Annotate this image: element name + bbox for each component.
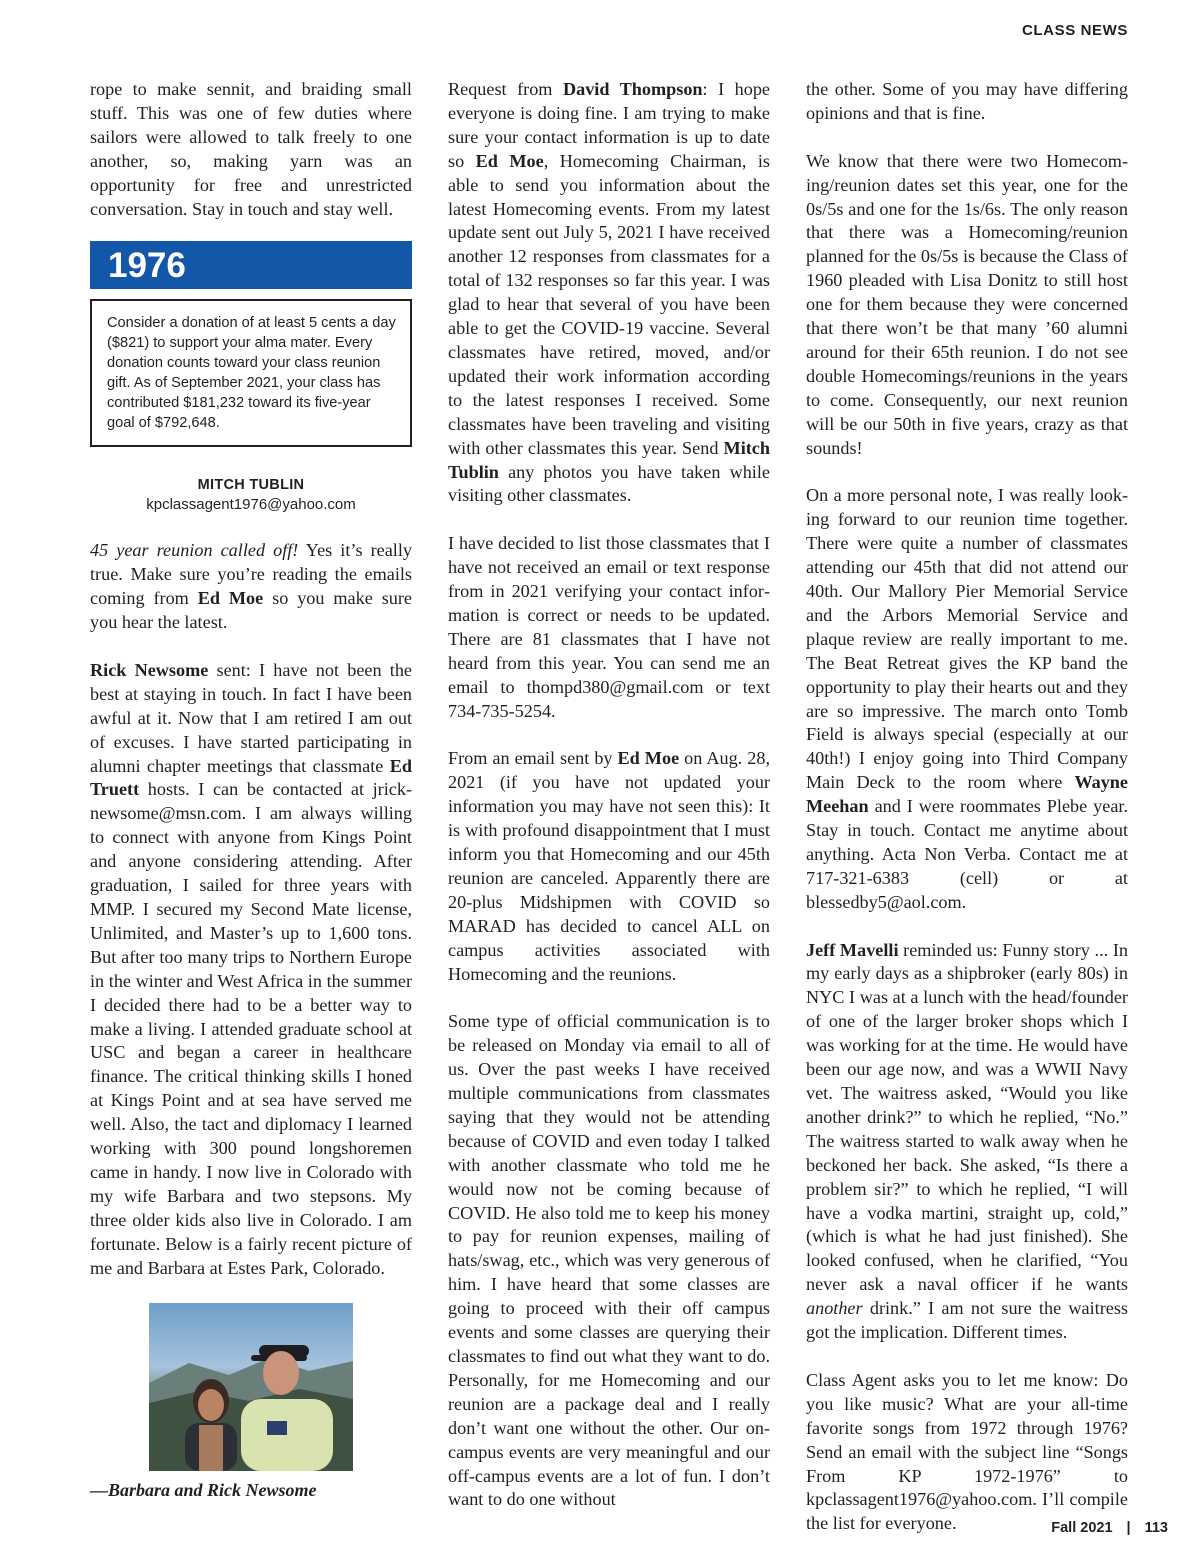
homecoming-dates-paragraph: We know that there were two Homecoming/reunion dates set this year, one for the 0s/5s and one for the 1s/6s. The only reason that there was a Homecoming/reunion planned for the 0s/5s is because the Class of 1960 pleaded with Lisa Donitz to still host one for them because they were concerned that there won’t be that many ’60 alumni around for their 65th reunion. I do not see double Homecomings/reunions in the years to come. Consequently, our next reunion will be our 50th in five years, crazy as that sounds! — [806, 150, 1128, 458]
section-header: CLASS NEWS — [1021, 22, 1128, 39]
text-span: and I were roommates Plebe year. Stay in touch. Contact me anytime about anything. Acta Non Verba. Contact me at 717-321-6383 (cell) or at blessedby5@aol.com. — [806, 796, 1128, 912]
intro-paragraph — [90, 539, 412, 635]
agent-email: kpclassagent1976@yahoo.com — [146, 496, 356, 514]
text-span: From an email sent by — [448, 748, 618, 769]
text-span: Request from — [448, 79, 563, 99]
column-3 — [806, 78, 1128, 1536]
text-span: on Aug. 28, 2021 (if you have not updated your information you may have not seen this): It is with profound disappointment that I must inform you that Homecoming and our 45th reunion are canceled. Apparently there are 20-plus Midshipmen with COVID so MARAD has decided to cancel ALL on campus activities associated with Homecoming and the reunions. — [448, 748, 770, 984]
text-span: , Homecoming Chairman, is able to send you information about the latest Homecoming events. From my latest update sent out July 5, 2021 I have received another 12 responses from classmates for a total of 132 responses so far this year. I was glad to hear that several of you have been able to get the COVID-19 vaccine. Several classmates have retired, moved, and/or updated their work information according to the latest responses I received. Some classmates have been traveling and visiting with other classmates this year. Send — [448, 150, 771, 458]
rick-name: Rick Newsome — [90, 659, 209, 680]
rick-text-2: hosts. I can be contacted at jricknewsome@msn.com. I am always willing to connect with anyone from Kings Point and anyone considering attending. After graduation, I sailed for three years with MMP. I secured my Second Mate license, Unlimited, and Master’s up to 1,600 tons. But after too many trips to Northern Europe in the winter and West Africa in the summer I decided there had to be a better way to make a living. I attended graduate school at USC and began a career in healthcare finance. The critical thinking skills I honed at Kings Point and at sea have served me well. Also, the tact and diplomacy I learned working with 300 pound longshoremen came in handy. I now live in Colorado with my wife Barbara and two stepsons. My three older kids also live in Colorado. I am fortunate. Below is a fairly recent picture of me and Barbara at Estes Park, Colorado. — [90, 779, 412, 1278]
text-span: : I hope everyone is doing fine. I am trying to make sure your contact information is up to date so — [448, 79, 771, 171]
intro-text-1: Yes it’s really true. Make sure you’re reading the emails coming from — [90, 540, 412, 609]
name-mitch-tublin: Mitch Tublin — [448, 437, 770, 482]
intro-italic: 45 year reunion called off! — [90, 540, 299, 561]
mavelli-paragraph — [806, 939, 1128, 1345]
contact-list-paragraph: I have decided to list those classmates that I have not received an email or text response from in 2021 verifying your contact information is correct or needs to be updated. There are 81 classmates that I have not heard from this year. You can send me an email to thompd380@gmail.com or text 734-735-5254. — [448, 533, 770, 721]
intro-text-2: so you make sure you hear the latest. — [90, 588, 412, 633]
page-number: 113 — [1144, 1520, 1168, 1536]
photo-caption: —Barbara and Rick Newsome — [90, 1479, 317, 1500]
newsome-photo — [149, 1303, 353, 1471]
class-agent-block — [90, 475, 412, 515]
name-david-thompson: David Thompson — [562, 79, 703, 99]
continued-paragraph: rope to make sennit, and braiding small stuff. This was one of few duties where sailors were allowed to talk freely to one another, so, making yarn was an opportunity for free and unrestricted conversation. Stay in touch and stay well. — [90, 79, 412, 219]
email-moe-paragraph — [448, 747, 770, 986]
rick-paragraph — [90, 659, 412, 1281]
footer-separator: | — [1126, 1520, 1131, 1536]
text-span: any photos you have taken while visiting other classmates. — [448, 461, 770, 506]
italic-word: another — [806, 1298, 863, 1319]
official-communication-paragraph: Some type of official communication is to be released on Monday via email to all of us. Over the past weeks I have received multiple communications from classmates saying that they would not be attending because of COVID and even today I talked with another classmate who told me he would now not be coming because of COVID. He also told me to keep his money to pay for reunion expenses, mailing of hats/swag, etc., which was very generous of him. I have heard that some classes are going to proceed with their off campus events and some classes are querying their classmates to find out what they want to do. Personally, for me Homecoming and our reunion are a package deal and I really don’t want one without the other. Our on-campus events are very meaningful and our off-campus events are a lot of fun. I don’t want to do one without — [448, 1011, 770, 1510]
name-jeff-mavelli: Jeff Mavelli — [806, 939, 899, 960]
continued-paragraph: the other. Some of you may have differing opinions and that is fine. — [806, 79, 1128, 123]
name-ed-moe: Ed Moe — [617, 748, 680, 769]
column-1 — [90, 78, 412, 1502]
page-footer — [1051, 1520, 1168, 1536]
class-year-banner: 1976 — [90, 241, 412, 289]
text-span: reminded us: Funny story ... In my early days as a shipbroker (early 80s) in NYC I was at a lunch with the head/founder of one of the larger broker shops which I was working for at the time. He would have been our age now, and was a WWII Navy vet. The waitress asked, “Would you like another drink?” to which he replied, “No.” The waitress started to walk away when he beckoned her back. She asked, “Is there a problem sir?” to which he replied, “I will have a vodka martini, straight up, cold,” (which is what he had just finished). She looked confused, when he clarified, “You never ask a naval officer if he wants — [806, 939, 1128, 1295]
name-wayne-meehan: Wayne Meehan — [806, 772, 1128, 817]
photo-illustration — [149, 1303, 353, 1471]
music-request-paragraph: Class Agent asks you to let me know: Do you like music? What are your all-time favorite songs from 1972 through 1976? Send an email with the subject line “Songs From KP 1972-1976” to kpclassagent1976@yahoo.com. I’ll compile the list for everyone. — [806, 1369, 1128, 1534]
personal-note-paragraph — [806, 484, 1128, 914]
column-2 — [448, 78, 770, 1512]
donation-box: Consider a donation of at least 5 cents a day ($821) to support your alma mater. Every donation counts toward your class reunion gift. As of September 2021, your class has contributed $181,232 toward its five-year goal of $792,648. — [90, 299, 412, 447]
rick-bold-2: Ed Truett — [90, 755, 412, 800]
issue-label: Fall 2021 — [1051, 1520, 1113, 1536]
text-span: drink.” I am not sure the waitress got the implication. Different times. — [806, 1298, 1128, 1343]
intro-bold: Ed Moe — [197, 588, 264, 609]
text-span: On a more personal note, I was really looking forward to our reunion time together. There were quite a number of classmates attending our 45th that did not attend our 40th. Our Mallory Pier Memorial Service and the Arbors Memorial Service and plaque review are really important to me. The Beat Retreat gives the KP band the opportunity to play their hearts out and they are so impressive. The march onto Tomb Field is always special (especially at our 40th!) I enjoy going into Third Company Main Deck to the room where — [806, 485, 1128, 793]
agent-name: MITCH TUBLIN — [197, 477, 305, 494]
thompson-paragraph — [448, 78, 770, 508]
rick-text-1: sent: I have not been the best at staying in touch. In fact I have been awful at it. Now that I am retired I am out of excuses. I have started participating in alumni chapter meetings that classmate — [90, 659, 412, 776]
name-ed-moe: Ed Moe — [475, 150, 544, 171]
